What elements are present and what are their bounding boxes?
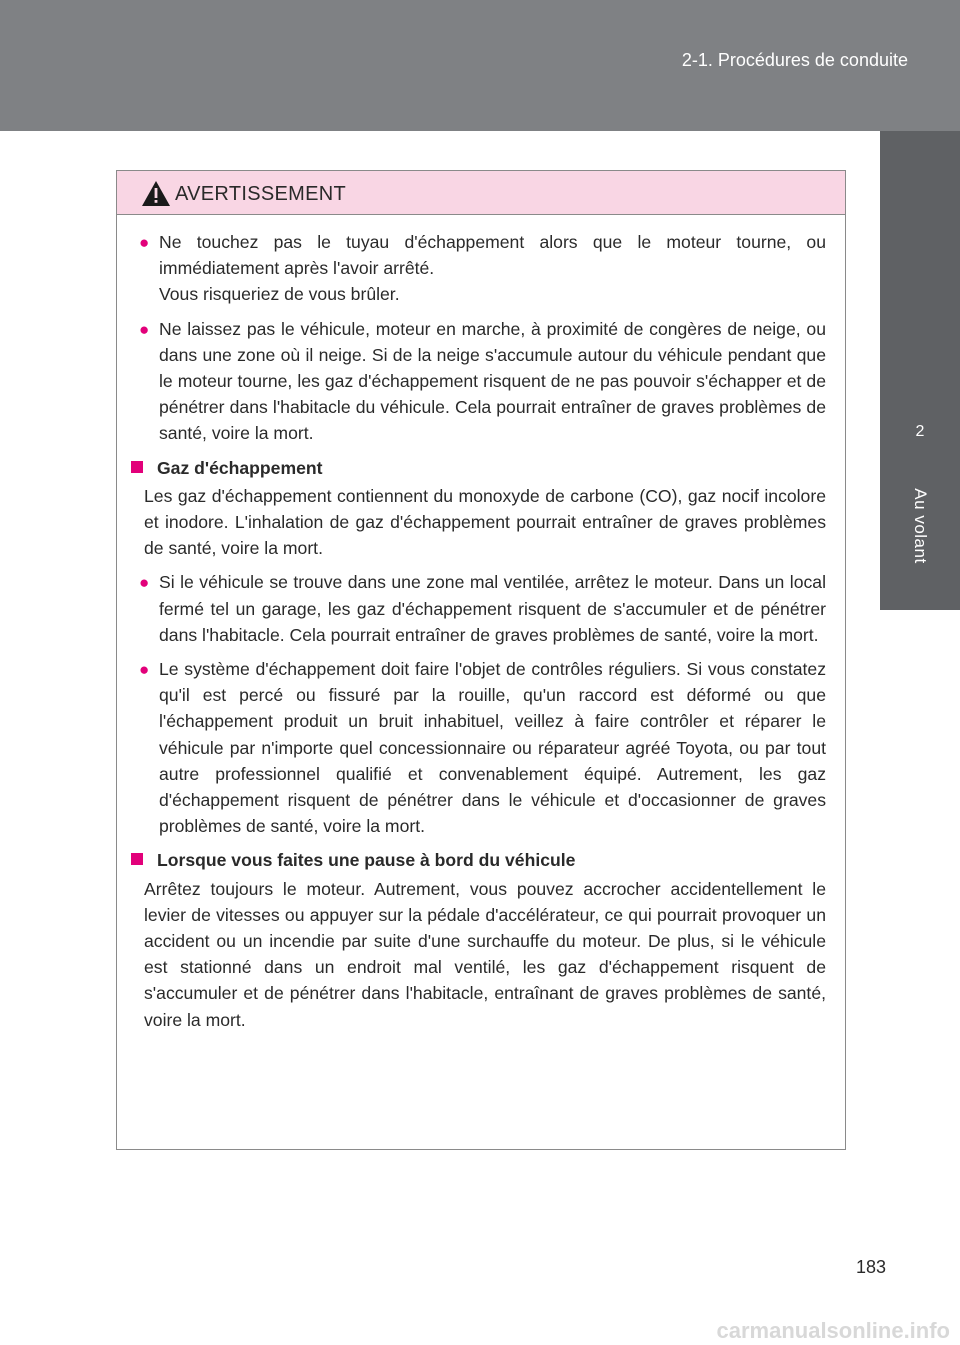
watermark-text: carmanualsonline.info [716,1318,950,1343]
warning-title: AVERTISSEMENT [175,183,346,205]
bullet-text: Le système d'échappement doit faire l'objet de contrôles réguliers. Si vous constatez qu'il est percé ou fissuré par la rouille, qu'un raccord est déformé ou que l'échappement produit un bruit inhabituel, veillez à faire contrôler et réparer le véhicule par n'importe quel concessionnaire ou réparateur agréé Toyota, ou par tout autre professionnel qualifié et convenablement équipé. Autrement, les gaz d'échappement risquent de pénétrer dans le véhicule et d'occasionner de graves problèmes de santé, voire la mort. [159,659,826,837]
section-title: 2-1. Procédures de conduite [681,50,908,70]
header-band [0,0,960,131]
bullet-text: Ne touchez pas le tuyau d'échappement alors que le moteur tourne, ou immédiatement après l'avoir arrêté. [159,232,826,279]
bullet-text: Ne laissez pas le véhicule, moteur en marche, à proximité de congères de neige, ou dans une zone où il neige. Si de la neige s'accumule autour du véhicule pendant que le moteur tourne, les gaz d'échappement risquent de ne pas pouvoir s'échapper et de pénétrer dans l'habitacle du véhicule. Cela pourrait entraîner de graves problèmes de santé, voire la mort. [159,318,826,444]
section-body: Arrêtez toujours le moteur. Autrement, vous pouvez accrocher accidentellement le levier de vitesses ou appuyer sur la pédale d'accélérateur, ce qui pourrait provoquer un accident ou un incendie par suite d'une surchauffe du moteur. De plus, si le véhicule est stationné dans un endroit mal ventilé, les gaz d'échappement risquent de s'accumuler et de pénétrer dans l'habitacle, entraînant de graves problèmes de santé, voire la mort. [144,878,826,1030]
chapter-label: Au volant [911,488,930,564]
bullet-icon: ● [139,233,150,252]
section-heading [131,847,845,873]
bullet-icon: ● [139,319,150,339]
chapter-number: 2 [915,423,925,440]
bullet-text: Vous risqueriez de vous brûler. [159,284,400,305]
section-heading [131,455,845,481]
chapter-tab[interactable] [880,131,960,610]
warning-content [117,229,845,1041]
bullet-icon: ● [139,573,150,593]
section-bullet [117,656,845,839]
warning-bullet [117,316,845,447]
watermark [0,1300,960,1345]
bullet-icon: ● [139,660,150,680]
section-body: Les gaz d'échappement contiennent du monoxyde de carbone (CO), gaz nocif incolore et inodore. L'inhalation de gaz d'échappement pourrait entraîner de graves problèmes de santé, voire la mort. [144,485,826,559]
warning-bullet [117,229,845,308]
warning-header [117,171,845,215]
section-heading-text: Lorsque vous faites une pause à bord du véhicule [157,850,576,871]
section-heading-text: Gaz d'échappement [157,457,323,478]
square-bullet-icon [131,461,143,473]
square-bullet-icon [131,853,143,865]
warning-box [116,170,846,1150]
page-number: 183 [856,1257,887,1277]
bullet-text: Si le véhicule se trouve dans une zone mal ventilée, arrêtez le moteur. Dans un local fermé tel un garage, les gaz d'échappement risquent de s'accumuler et de pénétrer dans l'habitacle. Cela pourrait entraîner de graves problèmes de santé, voire la mort. [159,572,826,645]
section-bullet [117,569,845,648]
warning-triangle-icon [141,180,171,207]
